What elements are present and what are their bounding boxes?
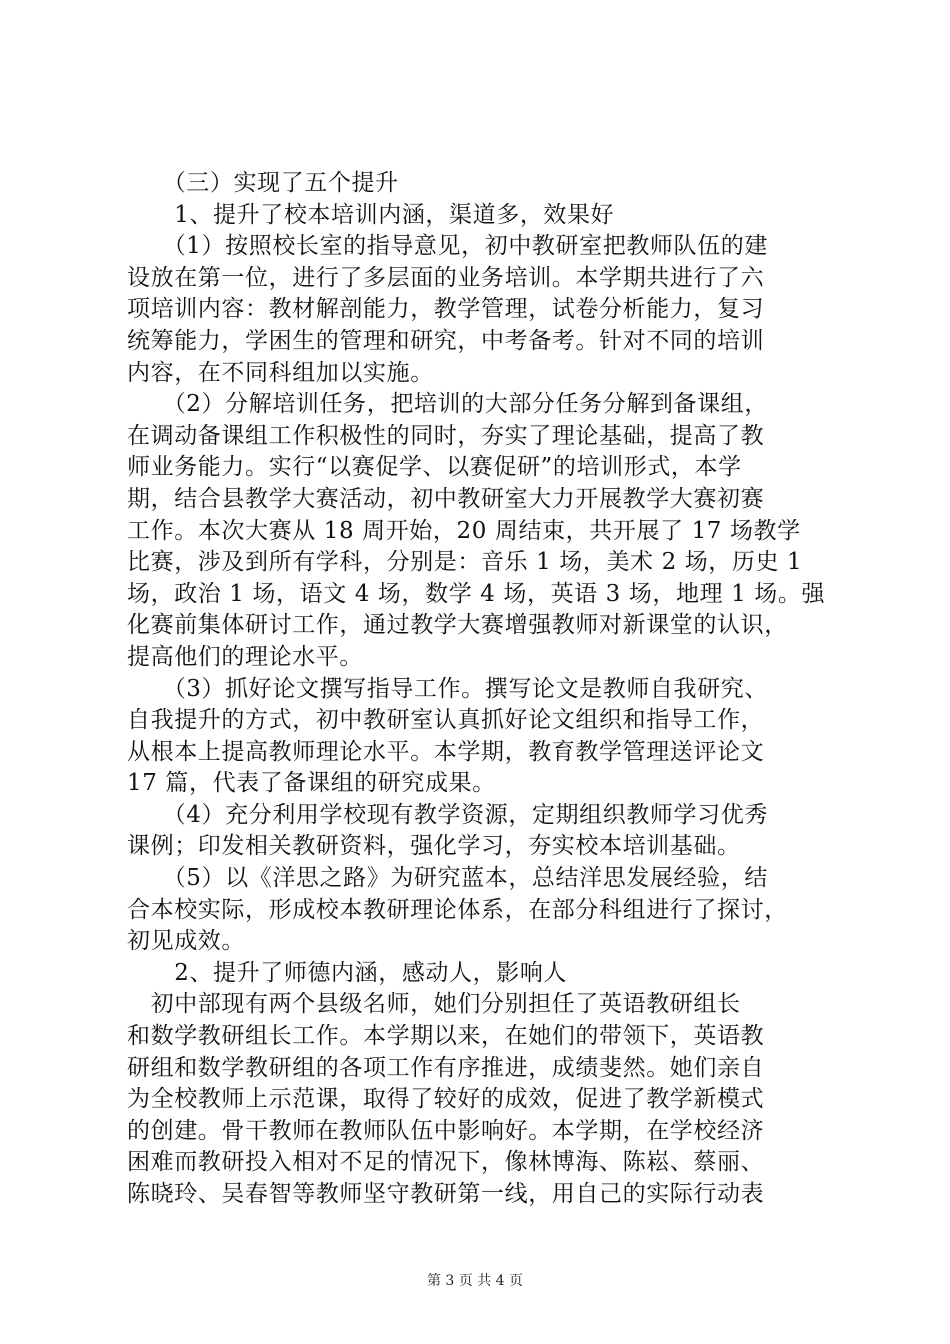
- text-line: 内容，在不同科组加以实施。: [127, 359, 434, 386]
- text-line: 初中部现有两个县级名师，她们分别担任了英语教研组长: [127, 991, 741, 1018]
- text-line: 化赛前集体研讨工作，通过教学大赛增强教师对新课堂的认识，: [127, 612, 788, 639]
- text-line: （3）抓好论文撰写指导工作。撰写论文是教师自我研究、: [127, 675, 768, 702]
- text-line: 陈晓玲、吴春智等教师坚守教研第一线，用自己的实际行动表: [127, 1181, 765, 1207]
- text-line: （5）以《洋思之路》为研究蓝本，总结洋思发展经验，结: [127, 865, 768, 892]
- text-line: 困难而教研投入相对不足的情况下，像林博海、陈崧、蔡丽、: [127, 1149, 765, 1176]
- text-line: 2、提升了师德内涵，感动人，影响人: [127, 959, 568, 986]
- text-line: 17 篇，代表了备课组的研究成果。: [127, 770, 496, 797]
- text-line: 提高他们的理论水平。: [127, 643, 363, 670]
- text-line: 期，结合县教学大赛活动，初中教研室大力开展教学大赛初赛: [127, 485, 765, 512]
- text-line: 比赛，涉及到所有学科，分别是：音乐 1 场，美术 2 场，历史 1: [127, 549, 803, 576]
- text-line: 和数学教研组长工作。本学期以来，在她们的带领下，英语教: [127, 1023, 765, 1050]
- text-line: 1、提升了校本培训内涵，渠道多，效果好: [127, 201, 615, 228]
- text-line: 初见成效。: [127, 928, 245, 955]
- text-line: （2）分解培训任务，把培训的大部分任务分解到备课组，: [127, 391, 768, 418]
- text-line: 课例；印发相关教研资料，强化学习，夯实校本培训基础。: [127, 833, 741, 860]
- text-line: （三）实现了五个提升: [127, 170, 399, 196]
- text-line: 项培训内容：教材解剖能力，教学管理，试卷分析能力，复习: [127, 296, 765, 323]
- text-line: 的创建。骨干教师在教师队伍中影响好。本学期，在学校经济: [127, 1117, 765, 1144]
- text-line: 自我提升的方式，初中教研室认真抓好论文组织和指导工作，: [127, 707, 765, 734]
- text-line: 为全校教师上示范课，取得了较好的成效，促进了教学新模式: [127, 1086, 765, 1113]
- text-line: 从根本上提高教师理论水平。本学期，教育教学管理送评论文: [127, 738, 765, 765]
- text-line: 研组和数学教研组的各项工作有序推进，成绩斐然。她们亲自: [127, 1054, 765, 1081]
- text-line: 合本校实际，形成校本教研理论体系，在部分科组进行了探讨，: [127, 896, 788, 923]
- text-line: 场，政治 1 场，语文 4 场，数学 4 场，英语 3 场，地理 1 场。强: [127, 580, 826, 607]
- text-line: （1）按照校长室的指导意见，初中教研室把教师队伍的建: [127, 233, 768, 260]
- text-line: 统筹能力，学困生的管理和研究，中考备考。针对不同的培训: [127, 327, 765, 354]
- text-line: 师业务能力。实行“以赛促学、以赛促研”的培训形式，本学: [127, 454, 742, 481]
- page-footer: 第 3 页 共 4 页: [426, 1273, 524, 1289]
- text-line: 在调动备课组工作积极性的同时，夯实了理论基础，提高了教: [127, 422, 765, 449]
- text-line: （4）充分利用学校现有教学资源，定期组织教师学习优秀: [127, 801, 768, 828]
- text-line: 设放在第一位，进行了多层面的业务培训。本学期共进行了六: [127, 264, 765, 291]
- text-line: 工作。本次大赛从 18 周开始，20 周结束，共开展了 17 场教学: [127, 517, 801, 544]
- document-body: [127, 168, 827, 1211]
